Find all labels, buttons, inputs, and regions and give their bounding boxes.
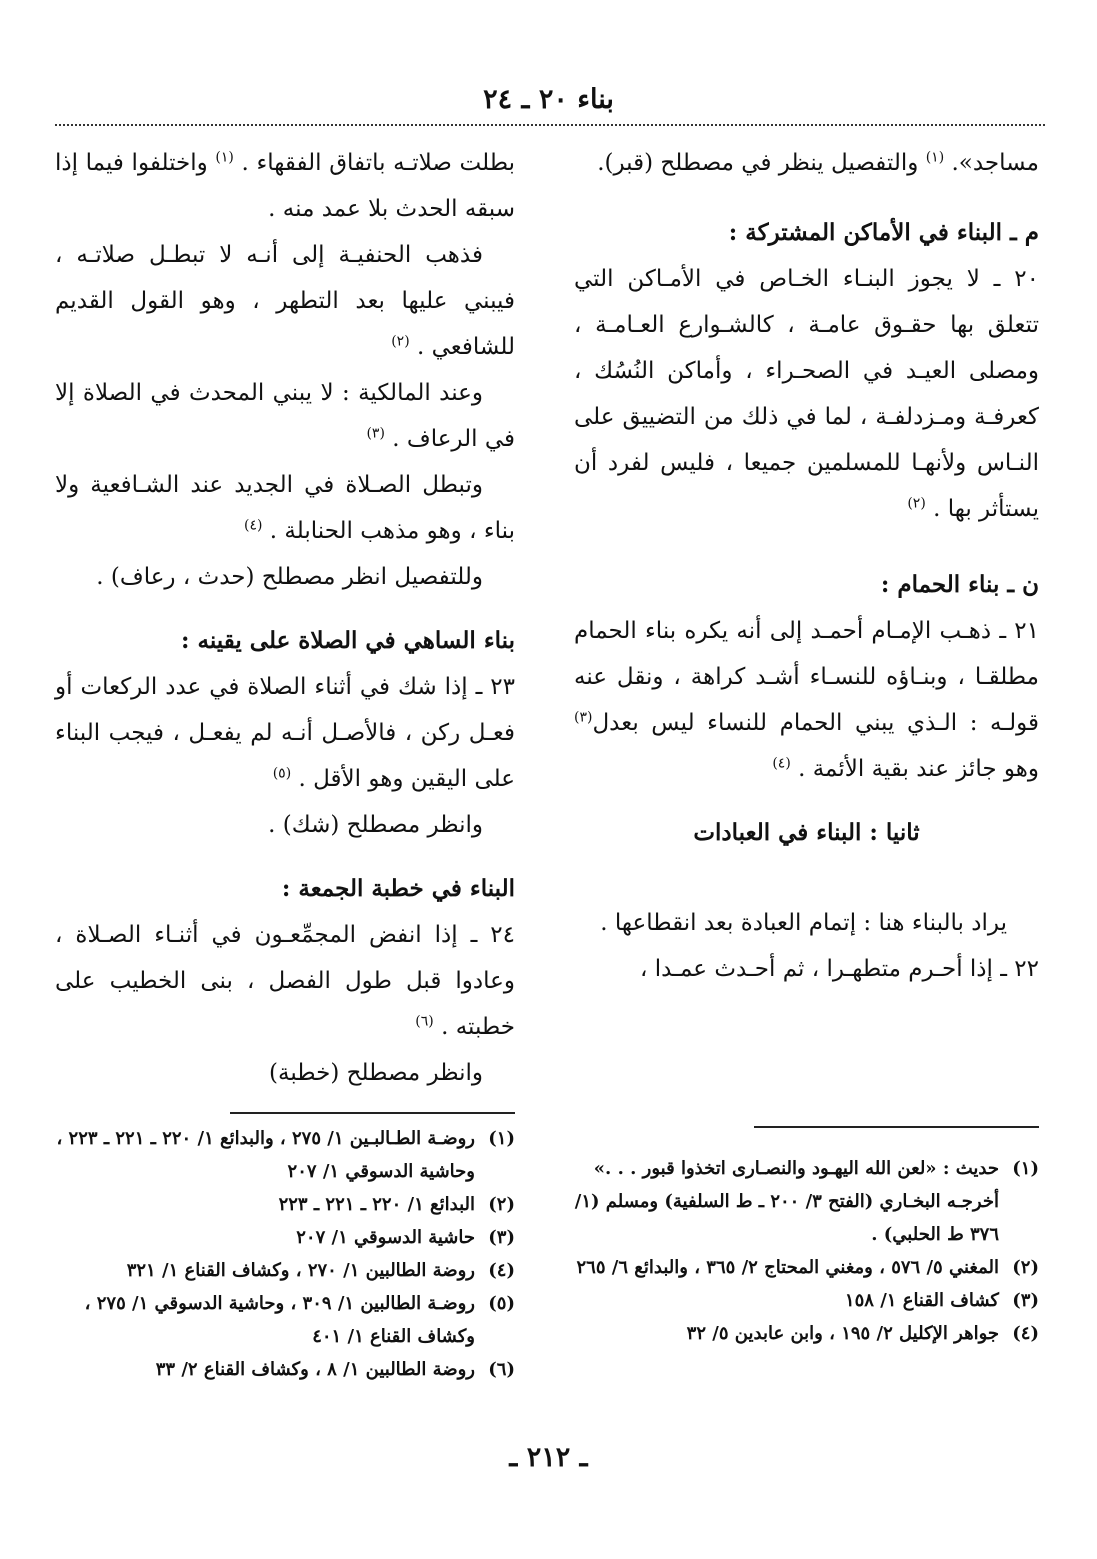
footnote-text: المغني ٥/ ٥٧٦ ، ومغني المحتاج ٢/ ٣٦٥ ، والبدائع ٦/ ٢٦٥ [576,1257,999,1278]
footnote-ref[interactable]: (١) [925,149,945,166]
footnote-number: (٣) [1012,1290,1039,1311]
footnote [55,1122,515,1188]
footnote-number: (٤) [488,1260,515,1281]
header-divider [55,124,1045,126]
paragraph-21: ٢١ ـ ذهـب الإمـام أحمـد إلى أنه يكره بناء الحمام مطلقـا ، وبنـاؤه للنسـاء أشـد كراهة ، ونقل عنه قولـه : الـذي يبني الحمام للنساء ليس بعدل$^{(٣)}$ وهو جائز عند بقية الأئمة . $^{(٤)}$ [574,618,1039,782]
footnote-text: روضة الطالبين ١/ ٨ ، وكشاف القناع ٢/ ٣٣ [155,1359,475,1380]
footnote [569,1251,1039,1284]
page-number: ـ ٢١٢ ـ [509,1442,588,1473]
left-column [55,140,515,1096]
footnote-number: (١) [1012,1158,1039,1179]
section-heading-m: م ـ البناء في الأماكن المشتركة : [728,219,1039,246]
running-head: بناء ٢٠ ـ ٢٤ [483,84,614,115]
footnote-text: جواهر الإكليل ٢/ ١٩٥ ، وابن عابدين ٥/ ٣٢ [686,1323,999,1344]
footnote-ref[interactable]: (١) [215,149,234,166]
footnote-number: (٦) [488,1359,515,1380]
footnote-number: (٢) [1012,1257,1039,1278]
section-heading-n: ن ـ بناء الحمام : [880,571,1039,598]
footnotes-right [569,1152,1039,1350]
footnote [55,1221,515,1254]
footnote-text: البدائع ١/ ٢٢٠ ـ ٢٢١ ـ ٢٢٣ [278,1194,475,1215]
paragraph-continuation: مساجد». $^{(١)}$ والتفصيل ينظر في مصطلح (قبر). [597,149,1039,176]
footnote-text: كشاف القناع ١/ ١٥٨ [844,1290,999,1311]
footnote [55,1287,515,1353]
footnote [569,1317,1039,1350]
footnote [569,1152,1039,1251]
footnote-text: حديث : «لعن الله اليهـود والنصـارى اتخذوا قبور . . .» أخرجـه البخـاري (الفتح ٣/ ٢٠٠ ـ ط السلفية) ومسلم (١/ ٣٧٦ ط الحلبي) . [574,1158,999,1245]
footnotes-left [55,1122,515,1386]
footnote-divider [754,1126,1039,1128]
footnote-text: حاشية الدسوقي ١/ ٢٠٧ [296,1227,475,1248]
section-heading-sahi: بناء الساهي في الصلاة على يقينه : [181,627,515,654]
footnote [55,1353,515,1386]
footnote-number: (٤) [1012,1323,1039,1344]
paragraph-intro: يراد بالبناء هنا : إتمام العبادة بعد انقطاعها . [600,910,1007,936]
footnote-ref[interactable]: (٢) [391,333,410,350]
footnote-ref[interactable]: (٤) [772,755,791,772]
footnote [569,1284,1039,1317]
footnote-text: روضـة الطالبين ١/ ٣٠٩ ، وحاشية الدسوقي ١/ ٢٧٥ ، وكشاف القناع ١/ ٤٠١ [84,1293,475,1347]
footnote-text: روضة الطالبين ١/ ٢٧٠ ، وكشاف القناع ١/ ٣٢١ [126,1260,475,1281]
footnote-ref[interactable]: (٢) [907,495,926,512]
paragraph-24: ٢٤ ـ إذا انفض المجمِّعـون في أثنـاء الصـلاة ، وعادوا قبل طول الفصل ، بنى الخطيب على خطبته . $^{(٦)}$ [55,922,515,1040]
paragraph-shafii: وتبطل الصـلاة في الجديد عند الشـافعية ولا بناء ، وهو مذهب الحنابلة . $^{(٤)}$ [55,472,515,544]
footnote-ref[interactable]: (٥) [272,765,292,782]
paragraph-hanafi: فذهب الحنفيـة إلى أنـه لا تبطـل صلاتـه ، فيبني عليها بعد التطهر ، وهو القول القديم للشافعي . $^{(٢)}$ [55,242,515,360]
footnote-text: روضـة الطـالبـين ١/ ٢٧٥ ، والبدائع ١/ ٢٢٠ ـ ٢٢١ ـ ٢٢٣ ، وحاشية الدسوقي ١/ ٢٠٧ [56,1128,475,1182]
footnote [55,1254,515,1287]
footnote-number: (٥) [488,1293,515,1314]
paragraph-maliki: وعند المالكية : لا يبني المحدث في الصلاة إلا في الرعاف . $^{(٣)}$ [55,380,515,452]
paragraph-continuation: بطلت صلاتـه باتفاق الفقهاء . $^{(١)}$ واختلفوا فيما إذا سبقه الحدث بلا عمد منه . [55,149,515,222]
section-heading-khutba: البناء في خطبة الجمعة : [281,875,515,902]
footnote-ref[interactable]: (٣) [366,425,385,442]
footnote [55,1188,515,1221]
paragraph-22: ٢٢ ـ إذا أحـرم متطهـرا ، ثم أحـدث عمـدا ، [640,956,1039,982]
paragraph-see-also: وللتفصيل انظر مصطلح (حدث ، رعاف) . [96,564,483,590]
right-column [574,140,1039,992]
paragraph-see-shak: وانظر مصطلح (شك) . [268,812,483,838]
paragraph-23: ٢٣ ـ إذا شك في أثناء الصلاة في عدد الركعات أو فعـل ركن ، فالأصـل أنـه لم يفعـل ، فيجب البناء على اليقين وهو الأقل . $^{(٥)}$ [55,674,515,792]
paragraph-see-khutba: وانظر مصطلح (خطبة) [269,1060,483,1086]
footnote-ref[interactable]: (٤) [244,517,263,534]
footnote-ref[interactable]: (٣) [574,709,593,726]
footnote-divider [230,1112,515,1114]
footnote-number: (٢) [488,1194,515,1215]
footnote-ref[interactable]: (٦) [415,1013,434,1030]
footnote-number: (١) [488,1128,515,1149]
footnote-number: (٣) [488,1227,515,1248]
paragraph-20: ٢٠ ـ لا يجوز البنـاء الخـاص في الأمـاكن التي تتعلق بها حقـوق عامـة ، كالشـوارع العـامـة ، ومصلى العيـد في الصحـراء ، وأماكن النُسُك ، كعرفـة ومـزدلفـة ، لما في ذلك من التضييق على النـاس ولأنهـا للمسلمين جميعا ، فليس لفرد أن يستأثر بها . $^{(٢)}$ [574,266,1039,522]
chapter-heading: ثانيا : البناء في العبادات [693,819,920,846]
